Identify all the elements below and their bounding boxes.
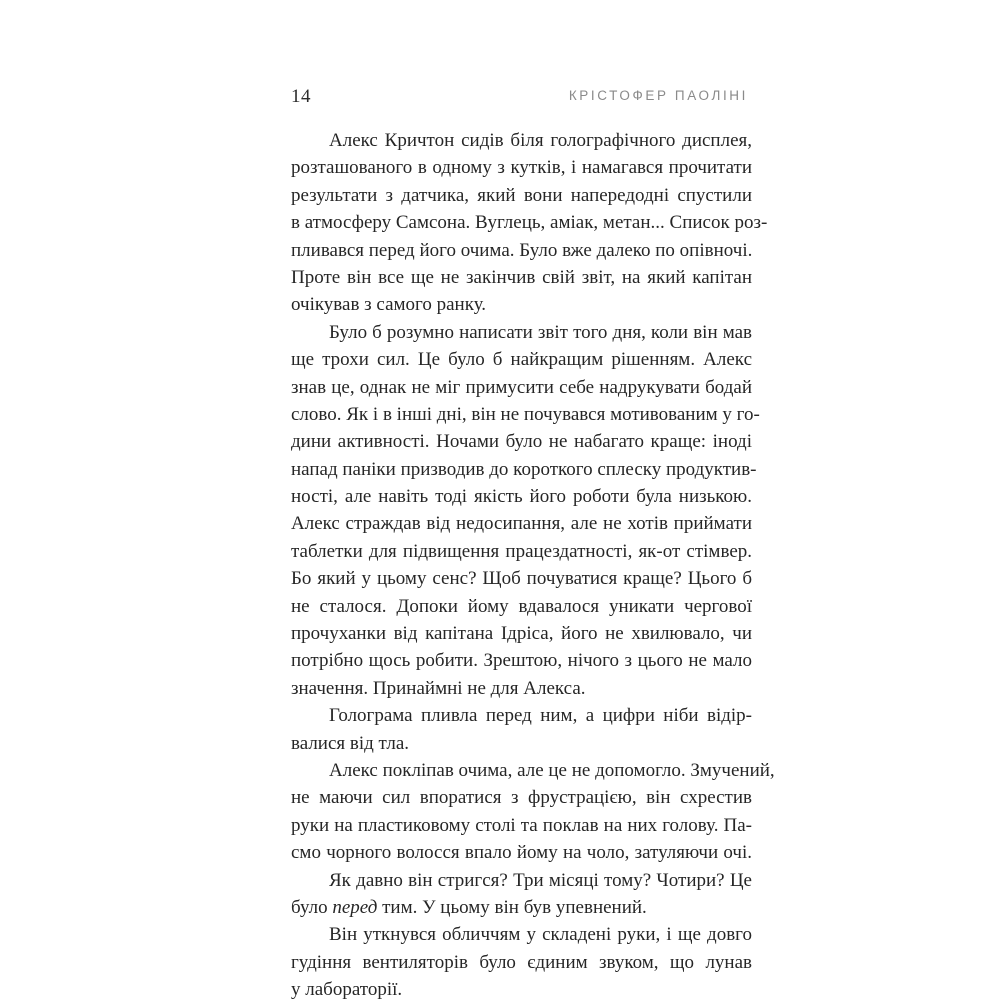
- text-line: у лабораторії.: [291, 979, 403, 1001]
- text-line: в атмосферу Самсона. Вуглець, аміак, метан... Список роз-: [291, 212, 768, 234]
- body-text: [291, 127, 775, 1004]
- running-head-author: КРІСТОФЕР ПАОЛІНІ: [568, 88, 748, 103]
- text-line: значення. Принаймні не для Алекса.: [291, 677, 586, 699]
- text-line: очікував з самого ранку.: [291, 294, 487, 316]
- text-line: Голограма пливла перед ним, а цифри ніби відір-: [329, 705, 752, 727]
- text-line: потрібно щось робити. Зрештою, нічого з цього не мало: [291, 650, 752, 672]
- text-line: результати з датчика, який вони напередодні спустили: [291, 184, 752, 206]
- text-line: прочуханки від капітана Ідріса, його не хвилювало, чи: [291, 623, 752, 645]
- text-line: розташованого в одному з кутків, і намагався прочитати: [291, 157, 752, 179]
- text-line: Бо який у цьому сенс? Щоб почуватися краще? Цього б: [291, 568, 752, 590]
- text-line: Як давно він стригся? Три місяці тому? Чотири? Це: [329, 869, 752, 891]
- emphasis: перед: [332, 896, 378, 918]
- text-line: валися від тла.: [291, 732, 410, 754]
- text-line: було перед тим. У цьому він був упевнений.: [291, 896, 647, 918]
- text-line: руки на пластиковому столі та поклав на них голову. Па-: [291, 814, 752, 836]
- text-line: слово. Як і в інші дні, він не почувався мотивованим у го-: [291, 403, 760, 425]
- text-line: пливався перед його очима. Було вже далеко по опівночі.: [291, 239, 753, 261]
- text-line: не сталося. Допоки йому вдавалося уникати чергової: [291, 595, 752, 617]
- text-line: гудіння вентиляторів було єдиним звуком, що лунав: [291, 951, 752, 973]
- page-number: 14: [291, 86, 311, 107]
- text-line: не маючи сил впоратися з фрустрацією, він схрестив: [291, 787, 752, 809]
- text-line: ще трохи сил. Це було б найкращим рішенням. Алекс: [291, 349, 752, 371]
- text-line: Було б розумно написати звіт того дня, коли він мав: [329, 321, 752, 343]
- text-line: Алекс Кричтон сидів біля голографічного дисплея,: [329, 130, 752, 151]
- text-line: таблетки для підвищення працездатності, як-от стімвер.: [291, 540, 752, 562]
- text-line: ності, але навіть тоді якість його роботи була низькою.: [291, 486, 752, 508]
- text-line: Проте він все ще не закінчив свій звіт, на який капітан: [291, 266, 752, 288]
- text-line: Алекс страждав від недосипання, але не хотів приймати: [291, 513, 752, 535]
- text-line: дини активності. Ночами було не набагато краще: іноді: [291, 431, 752, 453]
- text-line: напад паніки призводив до короткого сплеску продуктив-: [291, 458, 757, 480]
- text-line: Алекс покліпав очима, але це не допомогло. Змучений,: [329, 759, 775, 781]
- text-line: смо чорного волосся впало йому на чоло, затуляючи очі.: [291, 842, 752, 864]
- text-line: Він уткнувся обличчям у складені руки, і ще довго: [329, 924, 752, 946]
- text-line: знав це, однак не міг примусити себе надрукувати бодай: [291, 376, 752, 398]
